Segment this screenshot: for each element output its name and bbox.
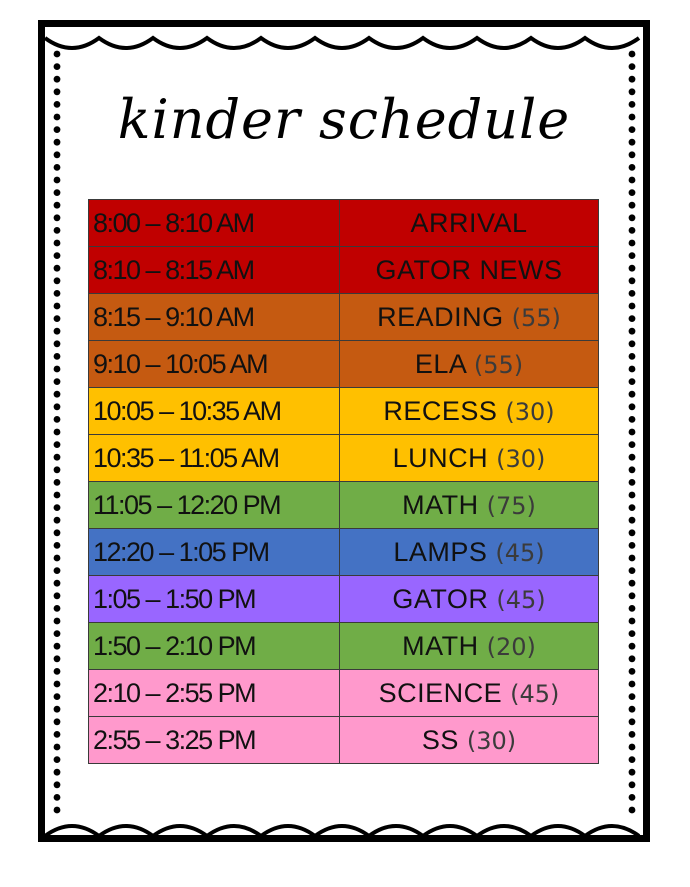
activity-label: LUNCH [392,442,489,473]
border-dot [54,391,61,398]
border-dot [54,290,61,297]
border-dot [629,681,636,688]
schedule-row [89,576,599,623]
border-dot [629,63,636,70]
border-dot [54,706,61,713]
border-dot [629,101,636,108]
border-dot [54,126,61,133]
border-dot [629,340,636,347]
border-dot [54,227,61,234]
dotted-border-right [627,50,637,820]
schedule-row [89,341,599,388]
border-dot [54,605,61,612]
border-dot [54,630,61,637]
border-dot [629,555,636,562]
border-dot [629,542,636,549]
activity-label: ARRIVAL [410,207,528,238]
border-dot [54,718,61,725]
border-dot [629,151,636,158]
border-dot [54,51,61,58]
schedule-row [89,247,599,294]
schedule-row [89,294,599,341]
border-dot [629,366,636,373]
border-dot [54,580,61,587]
border-dot [629,655,636,662]
border-dot [629,328,636,335]
border-dot [54,202,61,209]
border-dot [54,454,61,461]
activity-label: MATH [402,630,479,661]
border-dot [54,592,61,599]
border-dot [54,403,61,410]
border-dot [54,214,61,221]
activity-cell [340,435,599,482]
border-dot [54,303,61,310]
border-dot [629,303,636,310]
time-cell: 8:15 – 9:10 AM [89,294,340,341]
border-dot [629,391,636,398]
border-dot [629,126,636,133]
border-dot [629,315,636,322]
border-dot [54,643,61,650]
border-dot [629,504,636,511]
duration-minutes: (45) [495,538,545,567]
border-dot [629,454,636,461]
duration-minutes: (30) [496,444,546,473]
border-dot [54,517,61,524]
schedule-row [89,482,599,529]
activity-label: READING [377,301,504,332]
border-dot [629,429,636,436]
activity-label: RECESS [383,395,498,426]
border-dot [54,744,61,751]
border-dot [629,618,636,625]
activity-cell [340,388,599,435]
border-dot [54,378,61,385]
border-dot [629,630,636,637]
border-dot [54,366,61,373]
border-dot [629,177,636,184]
border-dot [54,567,61,574]
scallop-border-bottom [0,812,690,852]
border-dot [54,807,61,814]
schedule-row [89,529,599,576]
border-dot [629,139,636,146]
border-dot [54,76,61,83]
border-dot [54,681,61,688]
border-dot [629,290,636,297]
activity-cell [340,623,599,670]
border-dot [629,592,636,599]
border-dot [629,517,636,524]
border-dot [629,416,636,423]
border-dot [54,189,61,196]
duration-minutes: (45) [510,679,560,708]
border-dot [629,668,636,675]
border-dot [629,781,636,788]
activity-label: MATH [402,489,479,520]
activity-label: GATOR NEWS [375,254,563,285]
border-dot [54,466,61,473]
border-dot [54,328,61,335]
border-dot [629,88,636,95]
activity-cell [340,529,599,576]
border-dot [629,529,636,536]
border-dot [629,202,636,209]
border-dot [629,214,636,221]
time-cell: 2:10 – 2:55 PM [89,670,340,717]
border-dot [54,353,61,360]
border-dot [629,252,636,259]
border-dot [629,76,636,83]
duration-minutes: (45) [496,585,546,614]
border-dot [54,781,61,788]
schedule-row [89,435,599,482]
activity-label: LAMPS [393,536,488,567]
activity-label: SCIENCE [378,677,503,708]
border-dot [629,643,636,650]
activity-cell [340,576,599,623]
border-dot [629,605,636,612]
border-dot [629,731,636,738]
time-cell: 1:50 – 2:10 PM [89,623,340,670]
page-title: kinder schedule [117,88,571,151]
time-cell: 10:35 – 11:05 AM [89,435,340,482]
dotted-border-left [52,50,62,820]
border-dot [629,164,636,171]
activity-label: GATOR [392,583,489,614]
border-dot [629,744,636,751]
border-dot [54,151,61,158]
border-dot [629,466,636,473]
border-dot [629,227,636,234]
border-dot [629,567,636,574]
border-dot [54,693,61,700]
border-dot [54,655,61,662]
time-cell: 1:05 – 1:50 PM [89,576,340,623]
activity-cell [340,200,599,247]
border-dot [54,441,61,448]
schedule-table [88,199,599,764]
activity-label: ELA [414,348,466,379]
activity-cell [340,294,599,341]
border-dot [54,618,61,625]
duration-minutes: (55) [473,350,524,379]
border-dot [629,706,636,713]
border-dot [54,277,61,284]
border-dot [629,693,636,700]
border-dot [629,51,636,58]
border-dot [54,252,61,259]
duration-minutes: (20) [486,632,536,661]
border-dot [629,240,636,247]
schedule-row [89,717,599,764]
duration-minutes: (30) [505,397,555,426]
schedule-row [89,623,599,670]
border-dot [629,794,636,801]
border-dot [629,189,636,196]
border-dot [54,114,61,121]
border-dot [629,277,636,284]
border-dot [54,555,61,562]
activity-cell [340,482,599,529]
border-dot [54,542,61,549]
scallop-border-top [0,24,690,64]
border-dot [629,756,636,763]
time-cell: 8:00 – 8:10 AM [89,200,340,247]
border-dot [54,139,61,146]
border-dot [54,63,61,70]
duration-minutes: (75) [486,491,536,520]
border-dot [54,101,61,108]
border-dot [629,807,636,814]
activity-cell [340,717,599,764]
activity-cell [340,670,599,717]
border-dot [54,429,61,436]
time-cell: 12:20 – 1:05 PM [89,529,340,576]
border-dot [629,403,636,410]
border-dot [629,769,636,776]
border-dot [54,265,61,272]
border-dot [54,756,61,763]
border-dot [54,504,61,511]
border-dot [629,265,636,272]
border-dot [629,378,636,385]
border-dot [629,718,636,725]
activity-cell [340,341,599,388]
border-dot [54,416,61,423]
border-dot [54,177,61,184]
border-dot [54,315,61,322]
border-dot [54,240,61,247]
time-cell: 10:05 – 10:35 AM [89,388,340,435]
time-cell: 8:10 – 8:15 AM [89,247,340,294]
schedule-row [89,670,599,717]
duration-minutes: (30) [466,726,517,755]
border-dot [629,479,636,486]
border-dot [54,164,61,171]
time-cell: 11:05 – 12:20 PM [89,482,340,529]
border-dot [629,580,636,587]
border-dot [54,529,61,536]
border-dot [54,769,61,776]
border-dot [54,668,61,675]
border-dot [629,353,636,360]
border-dot [54,479,61,486]
border-dot [54,340,61,347]
border-dot [629,114,636,121]
border-dot [629,441,636,448]
schedule-row [89,200,599,247]
time-cell: 2:55 – 3:25 PM [89,717,340,764]
activity-label: SS [421,724,459,755]
time-cell: 9:10 – 10:05 AM [89,341,340,388]
border-dot [54,88,61,95]
border-dot [54,731,61,738]
border-dot [54,794,61,801]
activity-cell [340,247,599,294]
border-dot [54,492,61,499]
border-dot [629,492,636,499]
schedule-row [89,388,599,435]
duration-minutes: (55) [511,303,561,332]
